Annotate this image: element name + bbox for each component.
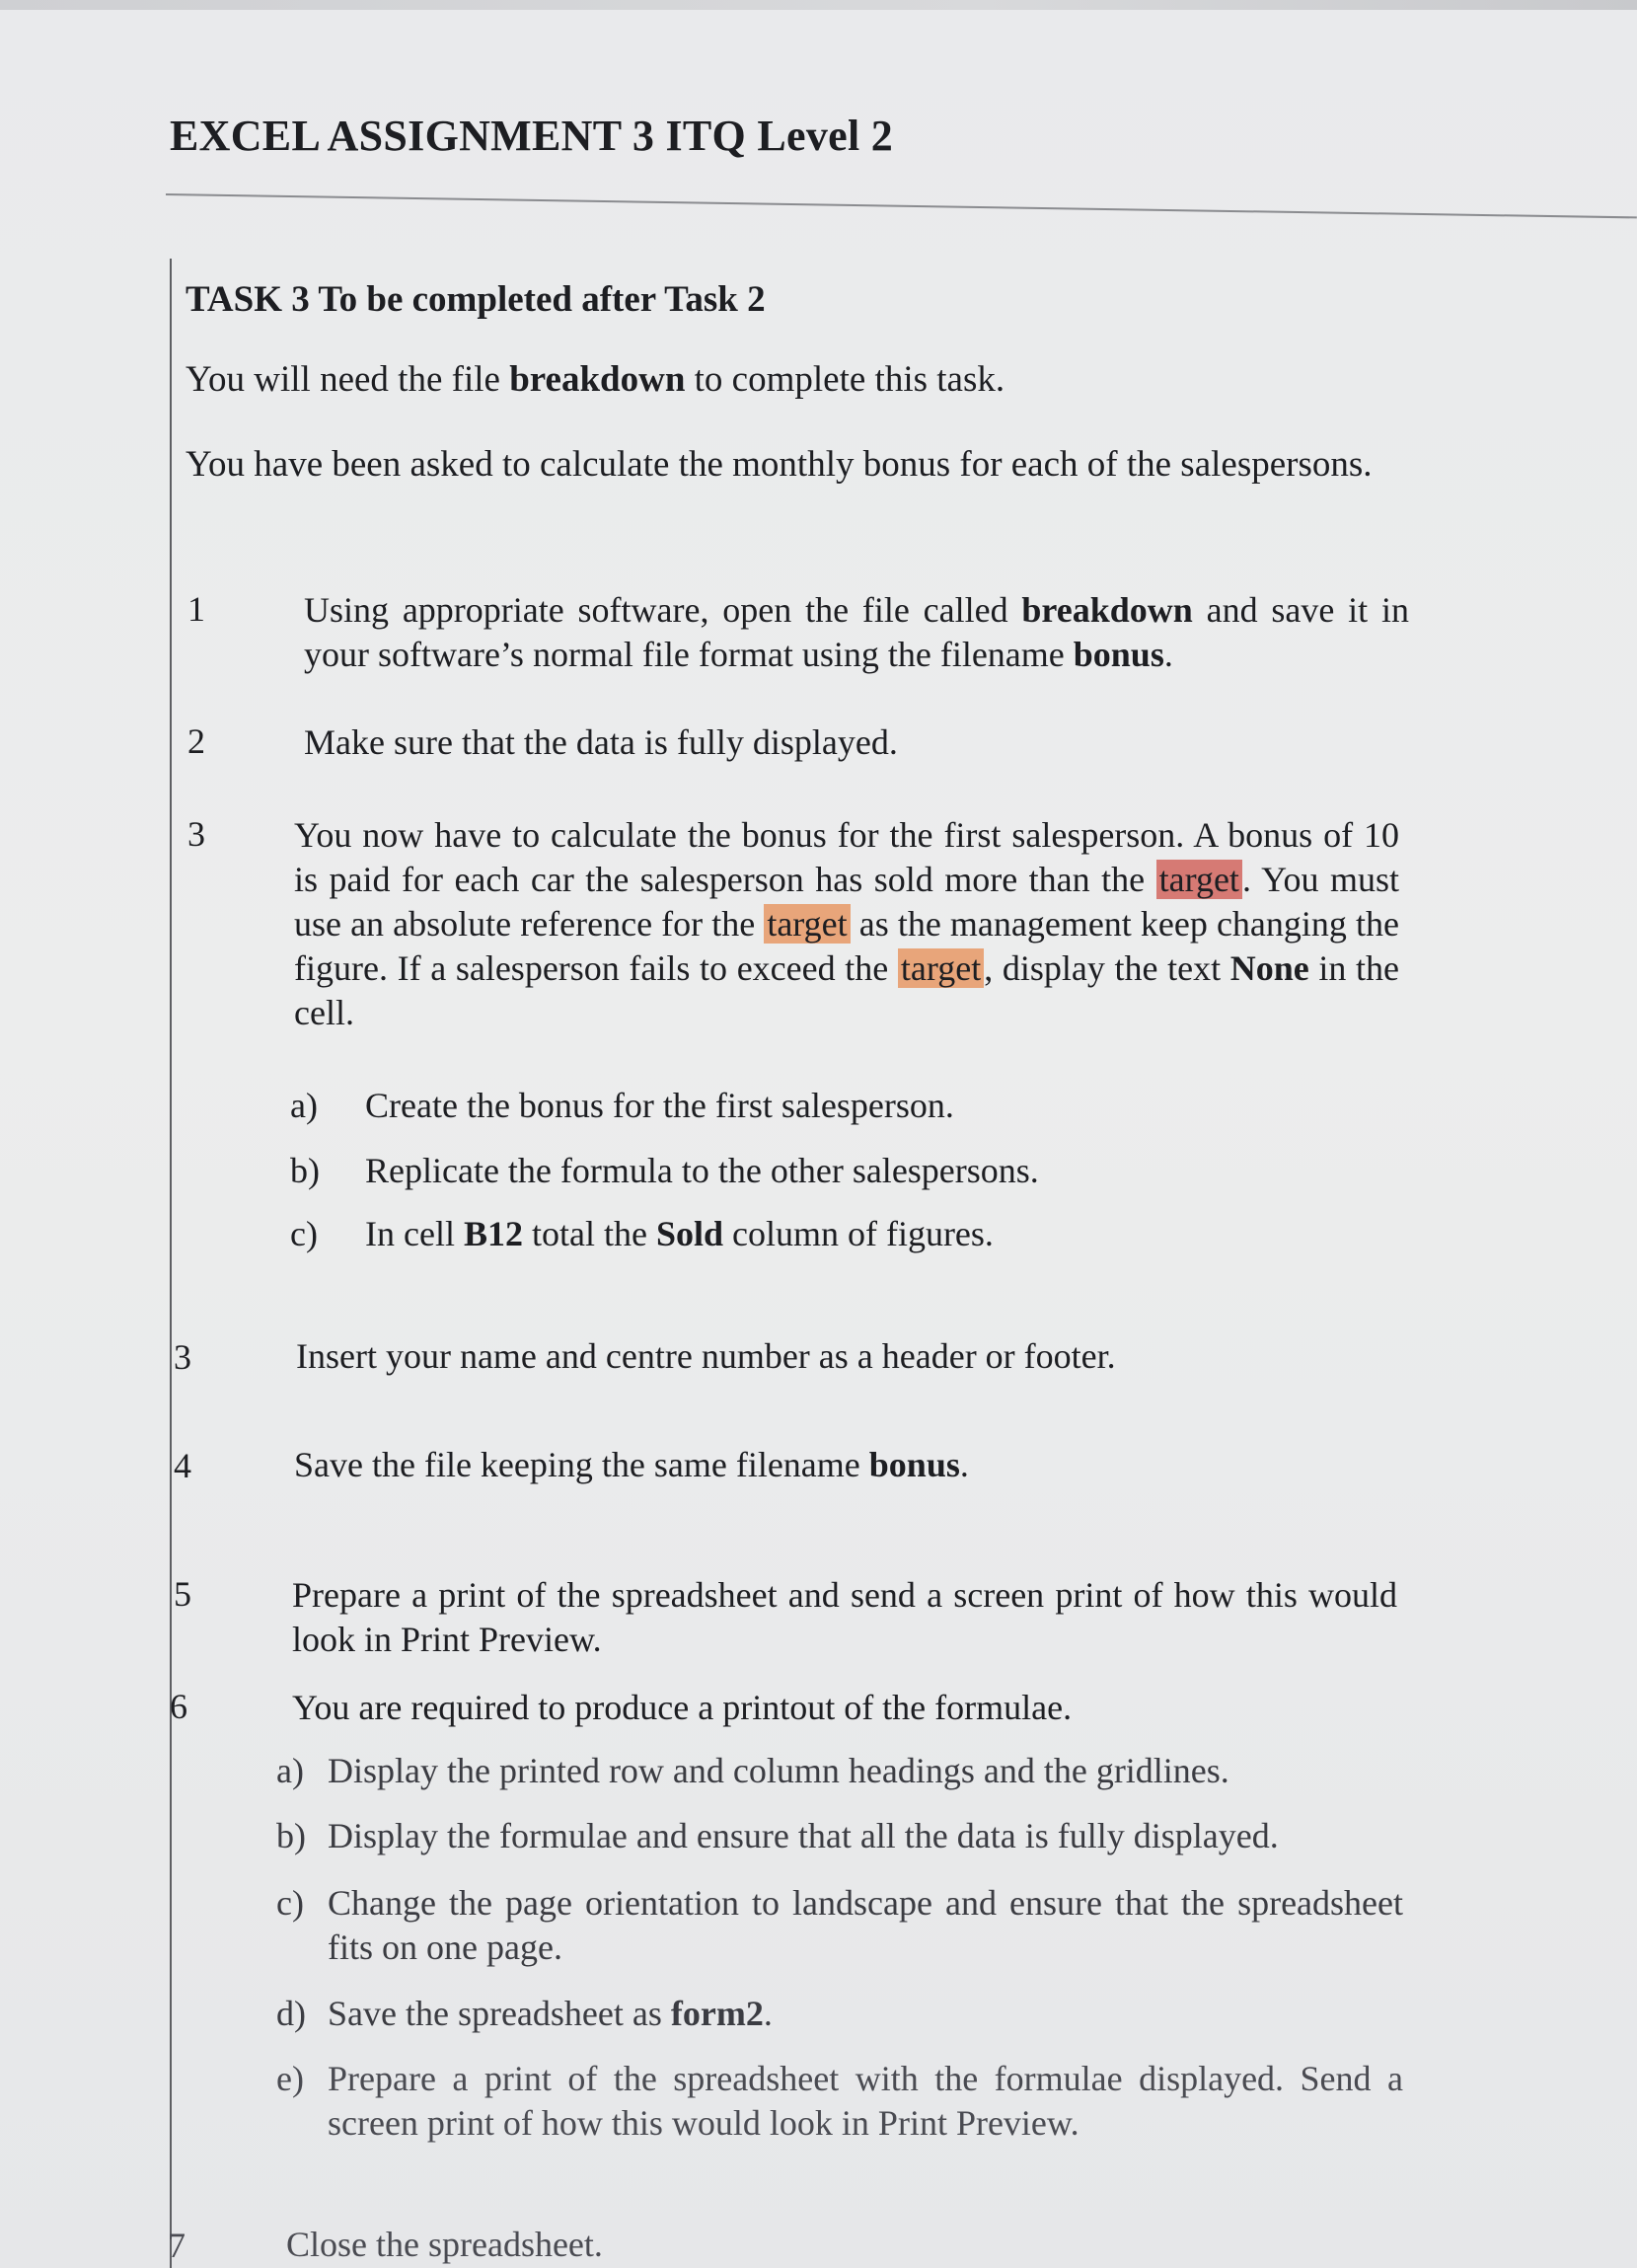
step-number: 2: [187, 721, 205, 761]
step-number: 6: [170, 1687, 187, 1726]
title-divider: [166, 193, 1637, 218]
sub-item-label: a): [276, 1751, 304, 1790]
document-title: EXCEL ASSIGNMENT 3 ITQ Level 2: [170, 112, 894, 160]
step-3-text: [294, 813, 1399, 1035]
task-box-left-border: [170, 259, 172, 2268]
sub-item-text-pre: Save the spreadsheet as: [328, 1994, 671, 2033]
sub-item-label: c): [276, 1883, 304, 1923]
step-4-filename: bonus: [868, 1445, 960, 1484]
step-1-text-c: and save it in your software’s normal file format using the filename: [304, 590, 1409, 674]
step-3-none-text: None: [1229, 948, 1309, 988]
sub-item-text: Display the formulae and ensure that all the data is fully displayed.: [328, 1816, 1279, 1855]
sub-item-label: e): [276, 2059, 304, 2098]
step-5-text: Prepare a print of the spreadsheet and send a screen print of how this would look in Print Preview.: [292, 1575, 1397, 1659]
step-number: 5: [174, 1574, 191, 1614]
step-number: 4: [174, 1446, 191, 1485]
sub-item-text-post: .: [763, 1994, 773, 2033]
sub-item-text: [328, 1992, 773, 2036]
step-number: 1: [187, 589, 205, 629]
intro-text-pre: You will need the file: [186, 359, 510, 400]
sub-item-text-post: column of figures.: [722, 1214, 994, 1253]
page-top-edge: [0, 0, 1637, 10]
step-number: 7: [168, 2226, 186, 2265]
sub-item-text: [365, 1212, 994, 1256]
step-4-text-post: .: [959, 1445, 969, 1484]
sub-item-text: Create the bonus for the first salesperson.: [365, 1086, 954, 1125]
step-6-text: You are required to produce a printout of the formulae.: [292, 1688, 1073, 1727]
intro-filename: breakdown: [509, 359, 686, 400]
step-4-text-pre: Save the file keeping the same filename: [294, 1445, 869, 1484]
step-7-text: Close the spreadsheet.: [286, 2225, 603, 2264]
step-4-text: [294, 1443, 969, 1487]
step-1-filename: breakdown: [1021, 590, 1193, 630]
step-header-footer-text: Insert your name and centre number as a header or footer.: [296, 1336, 1116, 1376]
task-box: [168, 259, 1456, 2268]
sub-item-text: Replicate the formula to the other salespersons.: [365, 1151, 1039, 1190]
step-1-text-e: .: [1163, 635, 1173, 674]
step-1-text-a: Using appropriate software, open the file called: [304, 590, 1022, 630]
sub-item-label: b): [290, 1151, 320, 1190]
intro-task-description: You have been asked to calculate the monthly bonus for each of the salespersons.: [186, 444, 1373, 485]
sub-item-text: Change the page orientation to landscape and ensure that the spreadsheet fits on one page.: [328, 1883, 1403, 1967]
sub-item-text-pre: In cell: [365, 1214, 464, 1253]
sub-item-text: Prepare a print of the spreadsheet with the formulae displayed. Send a screen print of how this would look in Print Preview.: [328, 2059, 1403, 2143]
intro-text-post: to complete this task.: [685, 359, 1005, 400]
sub-item-label: c): [290, 1214, 318, 1253]
target-highlight: target: [1156, 860, 1242, 899]
task-heading: TASK 3 To be completed after Task 2: [186, 279, 766, 320]
target-highlight: target: [764, 904, 850, 944]
step-number: 3: [174, 1337, 191, 1377]
sub-item-text: Display the printed row and column headings and the gridlines.: [328, 1751, 1229, 1790]
step-1-save-filename: bonus: [1073, 635, 1164, 674]
column-name: Sold: [655, 1214, 723, 1253]
target-highlight: target: [898, 948, 984, 988]
step-2-text: Make sure that the data is fully displayed.: [304, 722, 898, 762]
intro-file-needed: [186, 357, 1005, 403]
sub-item-label: a): [290, 1086, 318, 1125]
step-1-text: [304, 588, 1409, 677]
cell-reference: B12: [463, 1214, 523, 1253]
step-number: 3: [187, 814, 205, 854]
step-3-text-a: You now have to calculate the bonus for the first salesperson. A bonus of 10 is paid for each car the salesperson has sold more than the: [294, 815, 1399, 899]
step-3-text-e: in the cell.: [294, 948, 1400, 1032]
step-3-text-c: as the management keep changing the figure. If a salesperson fails to exceed the: [294, 904, 1399, 988]
sub-item-label: d): [276, 1994, 306, 2033]
sub-item-label: b): [276, 1816, 306, 1855]
sub-item-text-mid: total the: [522, 1214, 656, 1253]
step-3-text-b: . You must use an absolute reference for the: [294, 860, 1399, 944]
step-3-text-d: , display the text: [984, 948, 1230, 988]
save-filename: form2: [670, 1994, 764, 2033]
